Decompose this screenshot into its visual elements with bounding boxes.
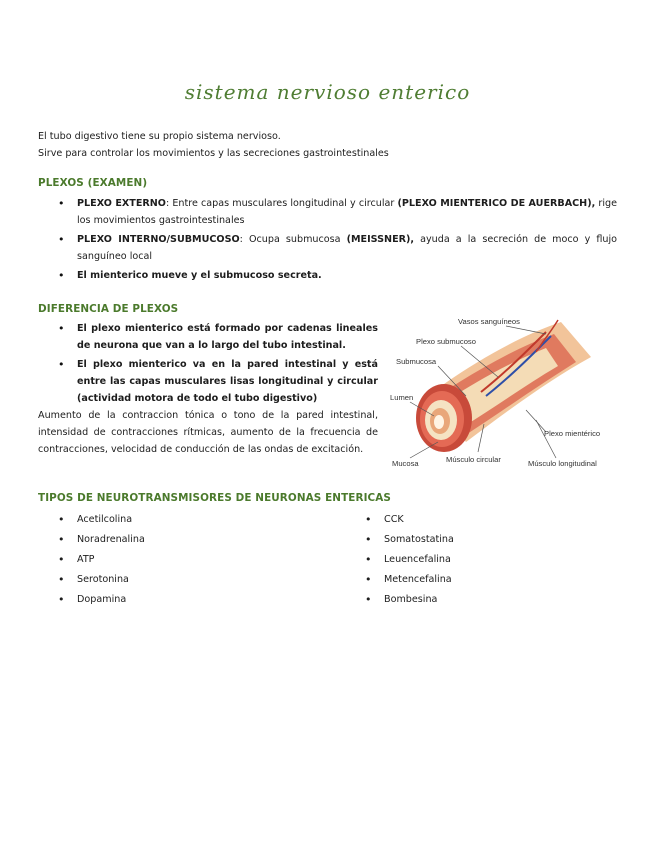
intro-line: El tubo digestivo tiene su propio sistema nervioso. — [38, 131, 281, 142]
lumen-ring — [434, 415, 444, 429]
label-plexo-submucoso: Plexo submucoso — [416, 337, 476, 346]
bold-text: (MEISSNER), — [346, 234, 415, 245]
bold-text: (PLEXO MIENTERICO DE AUERBACH), — [397, 198, 596, 209]
list-item: • CCK — [345, 510, 454, 530]
list-item — [38, 231, 617, 265]
list-item: • ATP — [38, 550, 145, 570]
bold-text: El mienterico mueve y el submucoso secreta. — [77, 270, 322, 281]
label-vasos: Vasos sanguíneos — [458, 317, 520, 326]
list-item: • Dopamina — [38, 590, 145, 610]
intestine-illustration — [386, 312, 618, 474]
label-lumen: Lumen — [390, 393, 414, 402]
intro-line: Sirve para controlar los movimientos y las secreciones gastrointestinales — [38, 148, 389, 159]
label-submucosa: Submucosa — [396, 357, 437, 366]
list-item — [38, 356, 378, 407]
intro-text — [38, 128, 389, 162]
text: : Entre capas musculares longitudinal y circular — [165, 198, 398, 209]
plexos-list — [38, 195, 617, 286]
list-item: • Leuencefalina — [345, 550, 454, 570]
bold-text: PLEXO EXTERNO — [77, 198, 166, 209]
diferencia-paragraph: Aumento de la contraccion tónica o tono de la pared intestinal, intensidad de contracciones rítmicas, aumento de la frecuencia de contracciones, velocidad de conducción de las ondas de excitación. — [38, 410, 378, 455]
list-item — [38, 267, 617, 284]
label-musculo-circular: Músculo circular — [446, 455, 501, 464]
list-item: • Bombesina — [345, 590, 454, 610]
text: rige los movimientos gastrointestinales — [77, 198, 617, 226]
list-item: • Metencefalina — [345, 570, 454, 590]
neuro-list-right — [345, 510, 454, 610]
section-heading-neurotransmisores: TIPOS DE NEUROTRANSMISORES DE NEURONAS ENTERICAS — [38, 492, 391, 504]
list-item — [38, 320, 378, 354]
list-item: • Acetilcolina — [38, 510, 145, 530]
label-musculo-longitudinal: Músculo longitudinal — [528, 459, 597, 468]
bold-text: El plexo mienterico está formado por cadenas lineales de neurona que van a lo largo del tubo intestinal. — [77, 323, 378, 351]
list-item — [38, 195, 617, 229]
section-heading-diferencia: DIFERENCIA DE PLEXOS — [38, 303, 179, 315]
list-item: • Noradrenalina — [38, 530, 145, 550]
bold-text: PLEXO INTERNO/SUBMUCOSO — [77, 234, 240, 245]
text: ayuda a la secreción de moco y flujo sanguíneo local — [77, 234, 617, 262]
text: : Ocupa submucosa — [239, 234, 347, 245]
neuro-list-left — [38, 510, 145, 610]
section-heading-plexos: PLEXOS (EXAMEN) — [38, 177, 148, 189]
list-item: • Serotonina — [38, 570, 145, 590]
page-title: sistema nervioso enterico — [184, 80, 471, 104]
diferencia-list — [38, 320, 378, 409]
intestine-diagram — [386, 312, 618, 474]
list-item: • Somatostatina — [345, 530, 454, 550]
bold-text: El plexo mienterico va en la pared intestinal y está entre las capas musculares lisas longitudinal y circular (actividad motora de todo el tubo digestivo) — [77, 359, 378, 404]
label-mucosa: Mucosa — [392, 459, 419, 468]
label-plexo-mienterico: Plexo mientérico — [544, 429, 601, 438]
